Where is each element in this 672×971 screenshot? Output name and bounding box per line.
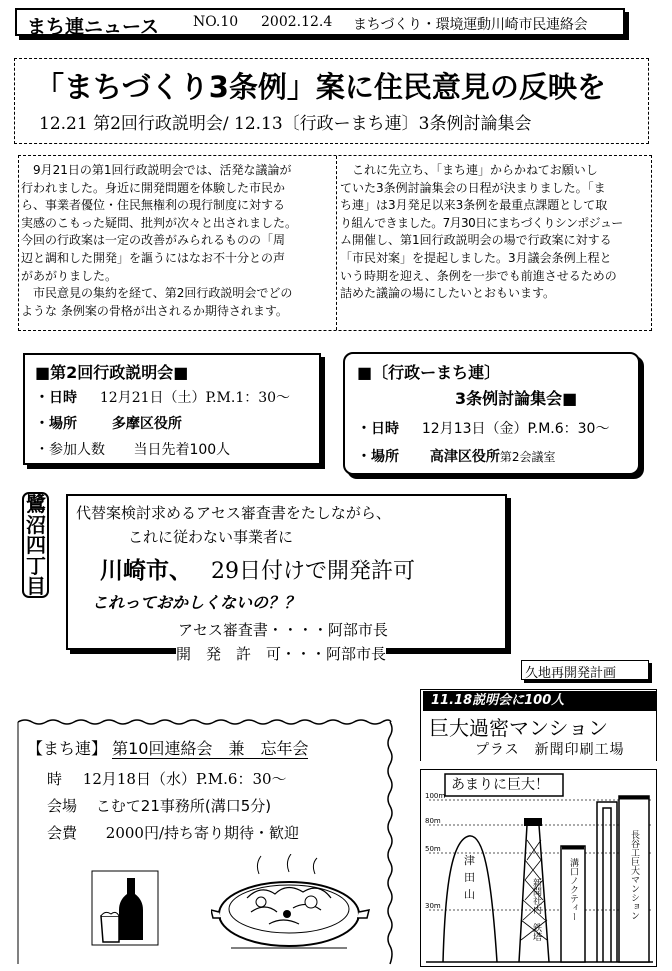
article-line: ム開催し、第1回行政説明会の場で行政案に対する	[340, 233, 612, 248]
meeting-box	[15, 718, 395, 968]
event-touronkai-box	[343, 352, 640, 475]
kuji-header	[420, 689, 657, 761]
article-line: ていた3条例討論集会の日程が決まりました。「ま	[340, 180, 606, 195]
label-nocty: 溝口ノクティー	[568, 858, 578, 921]
masthead-title: まち連ニュース	[27, 16, 160, 38]
sagi-city: 川崎市、	[100, 558, 192, 584]
event-setsumeikai-title: ■第2回行政説明会■	[35, 363, 189, 382]
sagi-signature-1: アセス審査書・・・・阿部市長	[178, 621, 388, 639]
place-room: 第2会議室	[499, 450, 556, 464]
label-tower: 新聞社内 鉄塔	[531, 878, 541, 941]
sagi-headline	[100, 552, 415, 585]
label-tsudayama: 津田山	[464, 854, 475, 901]
kuji-plus: プラス 新聞印刷工場	[475, 742, 625, 758]
meeting-title	[27, 736, 308, 759]
masthead	[15, 8, 625, 36]
masthead-date: 2002.12.4	[261, 14, 333, 30]
kuji-tag	[521, 660, 649, 680]
people-label: ・参加人数	[35, 442, 105, 458]
sagi-line-2: これに従わない事業者に	[128, 528, 294, 546]
masthead-issue: NO.10	[193, 14, 239, 30]
date-value: 12月21日（土）P.M.1：30～	[99, 390, 291, 406]
sagi-question: これっておかしくないの？？	[92, 593, 301, 612]
date-label: ・日時	[35, 390, 77, 406]
place-label: ・場所	[35, 416, 77, 432]
article-right-column	[340, 162, 650, 303]
scale-label: 50m	[425, 845, 441, 853]
meeting-venue	[47, 795, 271, 816]
article-line: り組んできました。7月30日にまちづくりシンポジュー	[340, 215, 623, 230]
article-line: 「市民対案」を提起しました。3月議会条例上程と	[340, 250, 612, 265]
article-line: 詰めた議論の場にしたいとおもいます。	[340, 286, 556, 301]
event-setsumeikai-people	[35, 439, 230, 459]
article-line: ち連」は3月発足以来3条例を最重点課題として取	[340, 198, 608, 213]
scale-label: 80m	[425, 817, 441, 825]
headline-main: 「まちづくり3条例」案に住民意見の反映を	[35, 70, 606, 104]
kuji-title: 巨大過密マンション	[429, 716, 609, 740]
scale-label: 30m	[425, 902, 441, 910]
headline-sub: 12.21 第2回行政説明会/ 12.13〔行政ーまち連〕3条例討論集会	[39, 114, 532, 134]
place-value: 多摩区役所	[111, 416, 182, 432]
sagi-line-1: 代替案検討求めるアセス審査書をたしながら、	[76, 504, 391, 522]
sagi-vertical-text: 鷺沼四丁目	[26, 492, 46, 598]
article-line: があがりました。	[21, 268, 118, 283]
venue-label: 会場	[47, 797, 78, 815]
headline-box	[14, 58, 649, 144]
sagi-permit: 29日付けで開発許可	[211, 559, 415, 584]
event-setsumeikai-place	[35, 413, 182, 433]
sagi-signature-2-line: 開 発 許 可・・・阿部市長	[176, 645, 387, 663]
event-setsumeikai-box	[23, 353, 321, 465]
article-line: 実感のこもった疑問、批判が次々と出されました。	[21, 215, 298, 230]
article-line: 9月21日の第1回行政説明会では、活発な議論が	[21, 163, 292, 177]
meeting-title-prefix: 【まち連】	[27, 739, 108, 758]
article-line: いう時期を迎え、条例を一歩でも前進させるための	[340, 268, 617, 283]
event-touronkai-date	[357, 418, 609, 438]
label-mansion: 長谷工巨大マンション	[629, 830, 639, 920]
article-line: 行われました。身近に開発問題を体験した市民か	[21, 180, 286, 195]
event-touronkai-place	[357, 446, 556, 466]
kuji-band: 11.18説明会に100人	[423, 691, 656, 711]
kuji-tag-text: 久地再開発計画	[525, 666, 617, 681]
article-line: 今回の行政案は一定の改善がみられるものの「周	[21, 233, 286, 248]
article-line: ら、事業者優位・住民無権利の現行制度に対する	[21, 198, 286, 213]
sagi-box	[66, 494, 507, 650]
article-line: これに先立ち、「まち連」からかねてお願いし	[340, 163, 598, 177]
event-setsumeikai-date	[35, 387, 290, 407]
article-divider	[336, 156, 337, 330]
place-value: 高津区役所	[429, 449, 500, 465]
fee-value: 2000円/持ち寄り期待・歓迎	[105, 824, 300, 842]
date-label: ・日時	[357, 421, 399, 437]
time-value: 12月18日（水）P.M.6：30～	[82, 770, 287, 788]
kuji-drawing	[420, 769, 657, 967]
date-value: 12月13日（金）P.M.6：30～	[421, 421, 610, 437]
fee-label: 会費	[47, 824, 78, 842]
scale-label: 100m	[425, 792, 446, 800]
event-touronkai-title-2: 3条例討論集会■	[455, 389, 578, 408]
sagi-vertical-label	[22, 492, 49, 598]
beer-bottle-icon	[91, 870, 161, 948]
people-value: 当日先着100人	[133, 442, 231, 458]
meeting-time	[47, 768, 287, 789]
time-label: 時	[47, 770, 63, 788]
place-label: ・場所	[357, 449, 399, 465]
meeting-fee	[47, 822, 299, 843]
article-line: 辺と調和した開発」を謳うにはなお不十分との声	[21, 250, 286, 265]
event-touronkai-title: ■〔行政ーまち連〕	[357, 363, 501, 382]
meeting-title-main: 第10回連絡会 兼 忘年会	[112, 739, 309, 758]
article-box	[18, 155, 652, 331]
article-line: ような 条例案の骨格が出されるか期待されます。	[21, 303, 288, 318]
article-left-column	[21, 162, 333, 320]
drawing-title: あまりに巨大！	[451, 777, 549, 793]
venue-value: こむて21事務所(溝口5分)	[95, 797, 272, 815]
hotpot-icon	[211, 854, 371, 956]
masthead-org: まちづくり・環境運動川崎市民連絡会	[353, 17, 588, 33]
article-line: 市民意見の集約を経て、第2回行政説明会でどの	[21, 286, 293, 301]
